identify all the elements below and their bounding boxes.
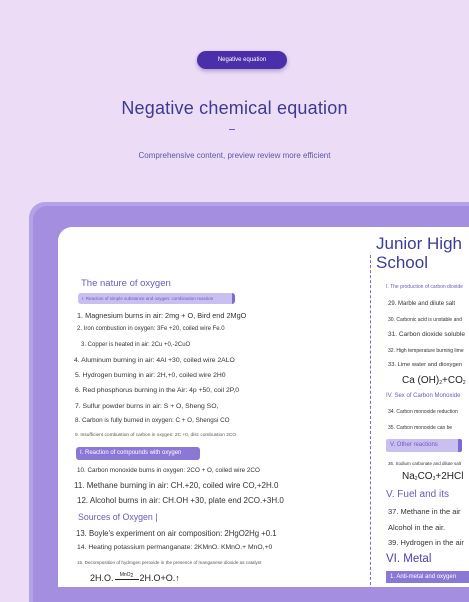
list-item: 2. Iron combustion in oxygen: 3Fe +20, coiled wire Fe.0 [77,326,225,332]
list-item: 29. Marble and dilute salt [388,301,456,307]
list-item: 4. Aluminum burning in air: 4Al +30, coiled wire 2ALO [74,357,235,364]
list-item: 34. Carbon monoxide reduction [388,409,458,415]
list-item: 14. Heating potassium permanganate: 2KMnO. KMnO.+ MnO,+0 [77,544,273,551]
formula-hydrogen-peroxide [90,572,180,583]
left-column [58,227,370,587]
section-pill-simple-substance: I. Reaction of simple substance and oxygen: combination reaction [78,293,235,304]
right-pill-other-reactions: V. Other reactions [386,439,462,452]
list-item: 35. Carbon monoxide can be [388,425,453,431]
section-title-sources-oxygen: Sources of Oxygen | [78,512,158,522]
list-item: 30. Carbonic acid is unstable and [388,317,462,323]
list-item: 15. Decomposition of hydrogen peroxide in the presence of manganese dioxide as catalyst [77,560,262,565]
list-item: 9. Insufficient combustion of carbon in oxygen: 2C +0, disc combustion 2CO [75,433,237,438]
list-item: 33. Lime water and dioxygen [388,362,463,368]
list-item: 12. Alcohol burns in air: CH.OH +30, plate end 2CO.+3H.0 [77,496,284,505]
list-item: 1. Magnesium burns in air: 2mg + O, Bird end 2MgO [77,311,247,320]
list-item: 5. Hydrogen burning in air: 2H,+0, coiled wire 2H0 [75,372,226,379]
section-title-oxygen: The nature of oxygen [81,278,171,289]
right-pill-metal-oxygen: 1. Anti-metal and oxygen [386,571,469,583]
formula-limewater: Ca $(OH)_2+CO_2$ [402,375,466,386]
formula-catalyst: MnO2 [115,572,139,580]
column-divider [370,255,371,587]
right-title: Junior High School [376,234,462,272]
list-item: 6. Red phosphorus burning in the Air: 4p +50, coil 2P,0 [75,387,240,394]
page-title: Negative chemical equation [121,98,348,118]
right-section-production-co2: I. The production of carbon dioxide [386,284,463,290]
section-pill-compounds-oxygen: I. Reaction of compounds with oxygen [76,447,200,460]
right-column [376,227,469,587]
list-item: 13. Boyle's experiment on air composition: 2HgO2Hg +0.1 [76,529,277,538]
page-subtitle: Comprehensive content, preview review more efficient [138,151,331,160]
list-item: 32. High temperature burning lime [388,348,464,354]
right-section-metal: VI. Metal [386,553,432,565]
title-underline [229,129,235,130]
formula-left: 2H.O. [90,573,114,583]
list-item: Alcohol in the air. [388,523,446,532]
document-preview[interactable] [58,227,469,587]
list-item: 37. Methane in the air [388,507,461,516]
right-section-fuel: V. Fuel and its [386,489,450,500]
list-item: 39. Hydrogen in the air [388,538,464,547]
list-item: 7. Sulfur powder burns in air: S + O, Sheng SO, [75,403,219,410]
right-section-carbon-monoxide: IV. Sex of Carbon Monoxide [386,393,461,399]
list-item: 8. Carbon is fully burned in oxygen: C + O, Shengsi CO [75,417,230,424]
list-item: 11. Methane burning in air: CH.+20, coiled wire CO,+2H.0 [74,481,279,490]
list-item: 3. Copper is heated in air: 2Cu +0,-2CuO [81,342,191,348]
formula-right: 2H.O+O.↑ [139,573,180,583]
negative-equation-badge: Negative equation [197,51,287,69]
list-item: 31. Carbon dioxide soluble [388,331,465,338]
formula-sodium-carbonate: $Na_2CO_3+2HCl$ [402,471,464,482]
list-item: 36. Sodium carbonate and dilute salt [388,461,462,466]
list-item: 10. Carbon monoxide burns in oxygen: 2CO + O, coiled wire 2CO [77,467,260,474]
